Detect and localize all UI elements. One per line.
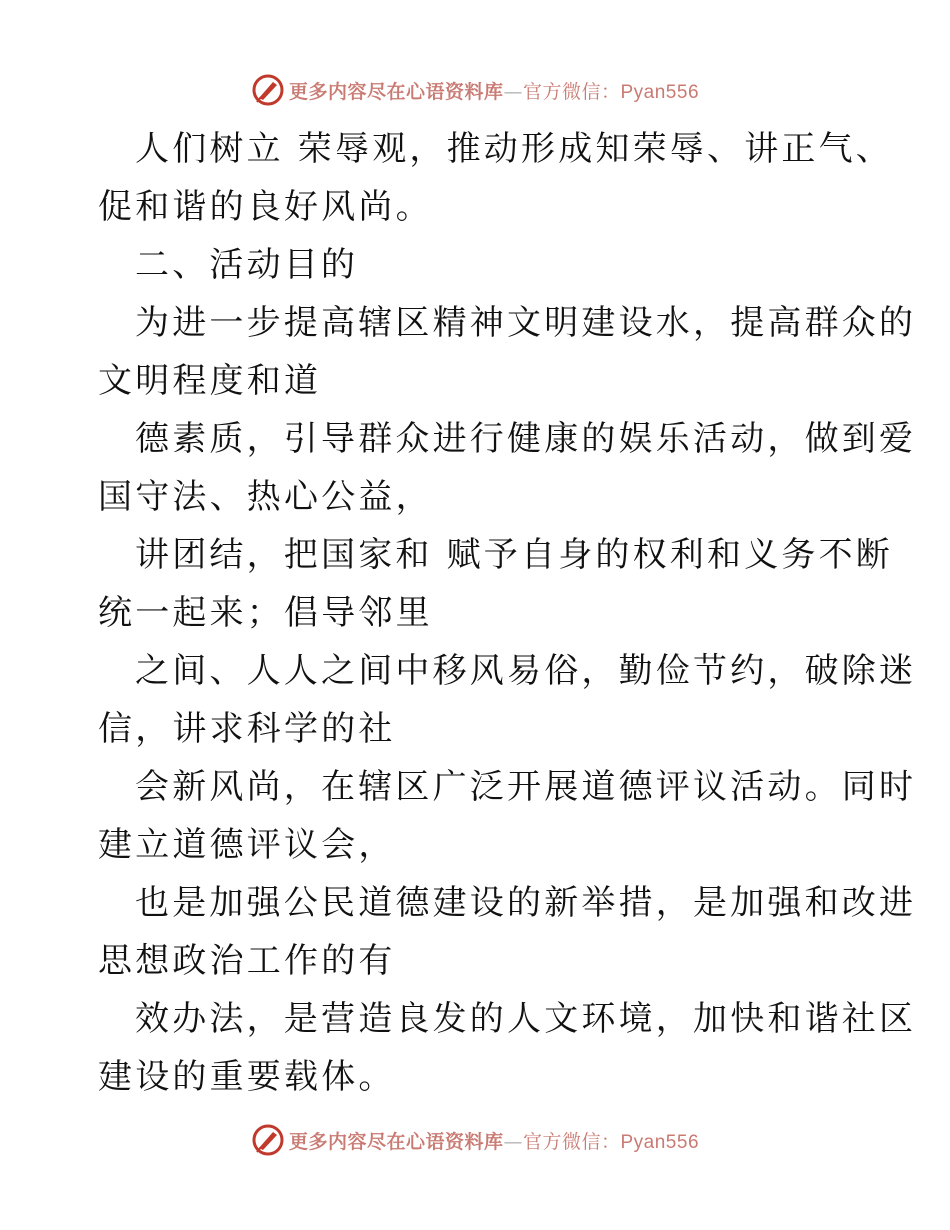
text-line: 文明程度和道: [98, 361, 322, 401]
text-line: 也是加强公民道德建设的新举措，是加强和改进: [135, 883, 917, 923]
text-line: 国守法、热心公益，: [98, 477, 433, 517]
text-line: 思想政治工作的有: [98, 941, 396, 981]
watermark-main-text: 更多内容尽在心语资料库: [288, 1130, 504, 1153]
watermark-wechat-id: Pyan556: [620, 81, 700, 103]
quill-circle-logo-icon: [251, 73, 285, 107]
text-line: 讲团结，把国家和 赋予自身的权利和义务不断: [135, 535, 894, 575]
footer-watermark: [0, 1120, 950, 1160]
text-line: 人们树立 荣辱观，推动形成知荣辱、讲正气、: [135, 129, 894, 169]
header-watermark: [0, 70, 950, 110]
text-line: 之间、人人之间中移风易俗，勤俭节约，破除迷: [135, 651, 917, 691]
text-line: 建立道德评议会，: [98, 825, 396, 865]
text-line: 建设的重要载体。: [98, 1057, 396, 1097]
text-line: 统一起来；倡导邻里: [98, 593, 433, 633]
watermark-separator: —: [503, 1130, 523, 1153]
text-line: 促和谐的良好风尚。: [98, 187, 433, 227]
text-line: 为进一步提高辖区精神文明建设水，提高群众的: [135, 303, 917, 343]
watermark-separator: —: [503, 80, 523, 103]
watermark-wechat-id: Pyan556: [620, 1131, 700, 1153]
text-line: 会新风尚，在辖区广泛开展道德评议活动。同时: [135, 767, 917, 807]
quill-circle-logo-icon: [251, 1123, 285, 1157]
text-line: 效办法，是营造良发的人文环境，加快和谐社区: [135, 999, 917, 1039]
watermark-main-text: 更多内容尽在心语资料库: [288, 80, 504, 103]
section-heading: 二、活动目的: [135, 245, 359, 285]
watermark-wechat-label: 官方微信：: [522, 80, 621, 103]
text-line: 信，讲求科学的社: [98, 709, 396, 749]
watermark-wechat-label: 官方微信：: [522, 1130, 621, 1153]
text-line: 德素质，引导群众进行健康的娱乐活动，做到爱: [135, 419, 917, 459]
